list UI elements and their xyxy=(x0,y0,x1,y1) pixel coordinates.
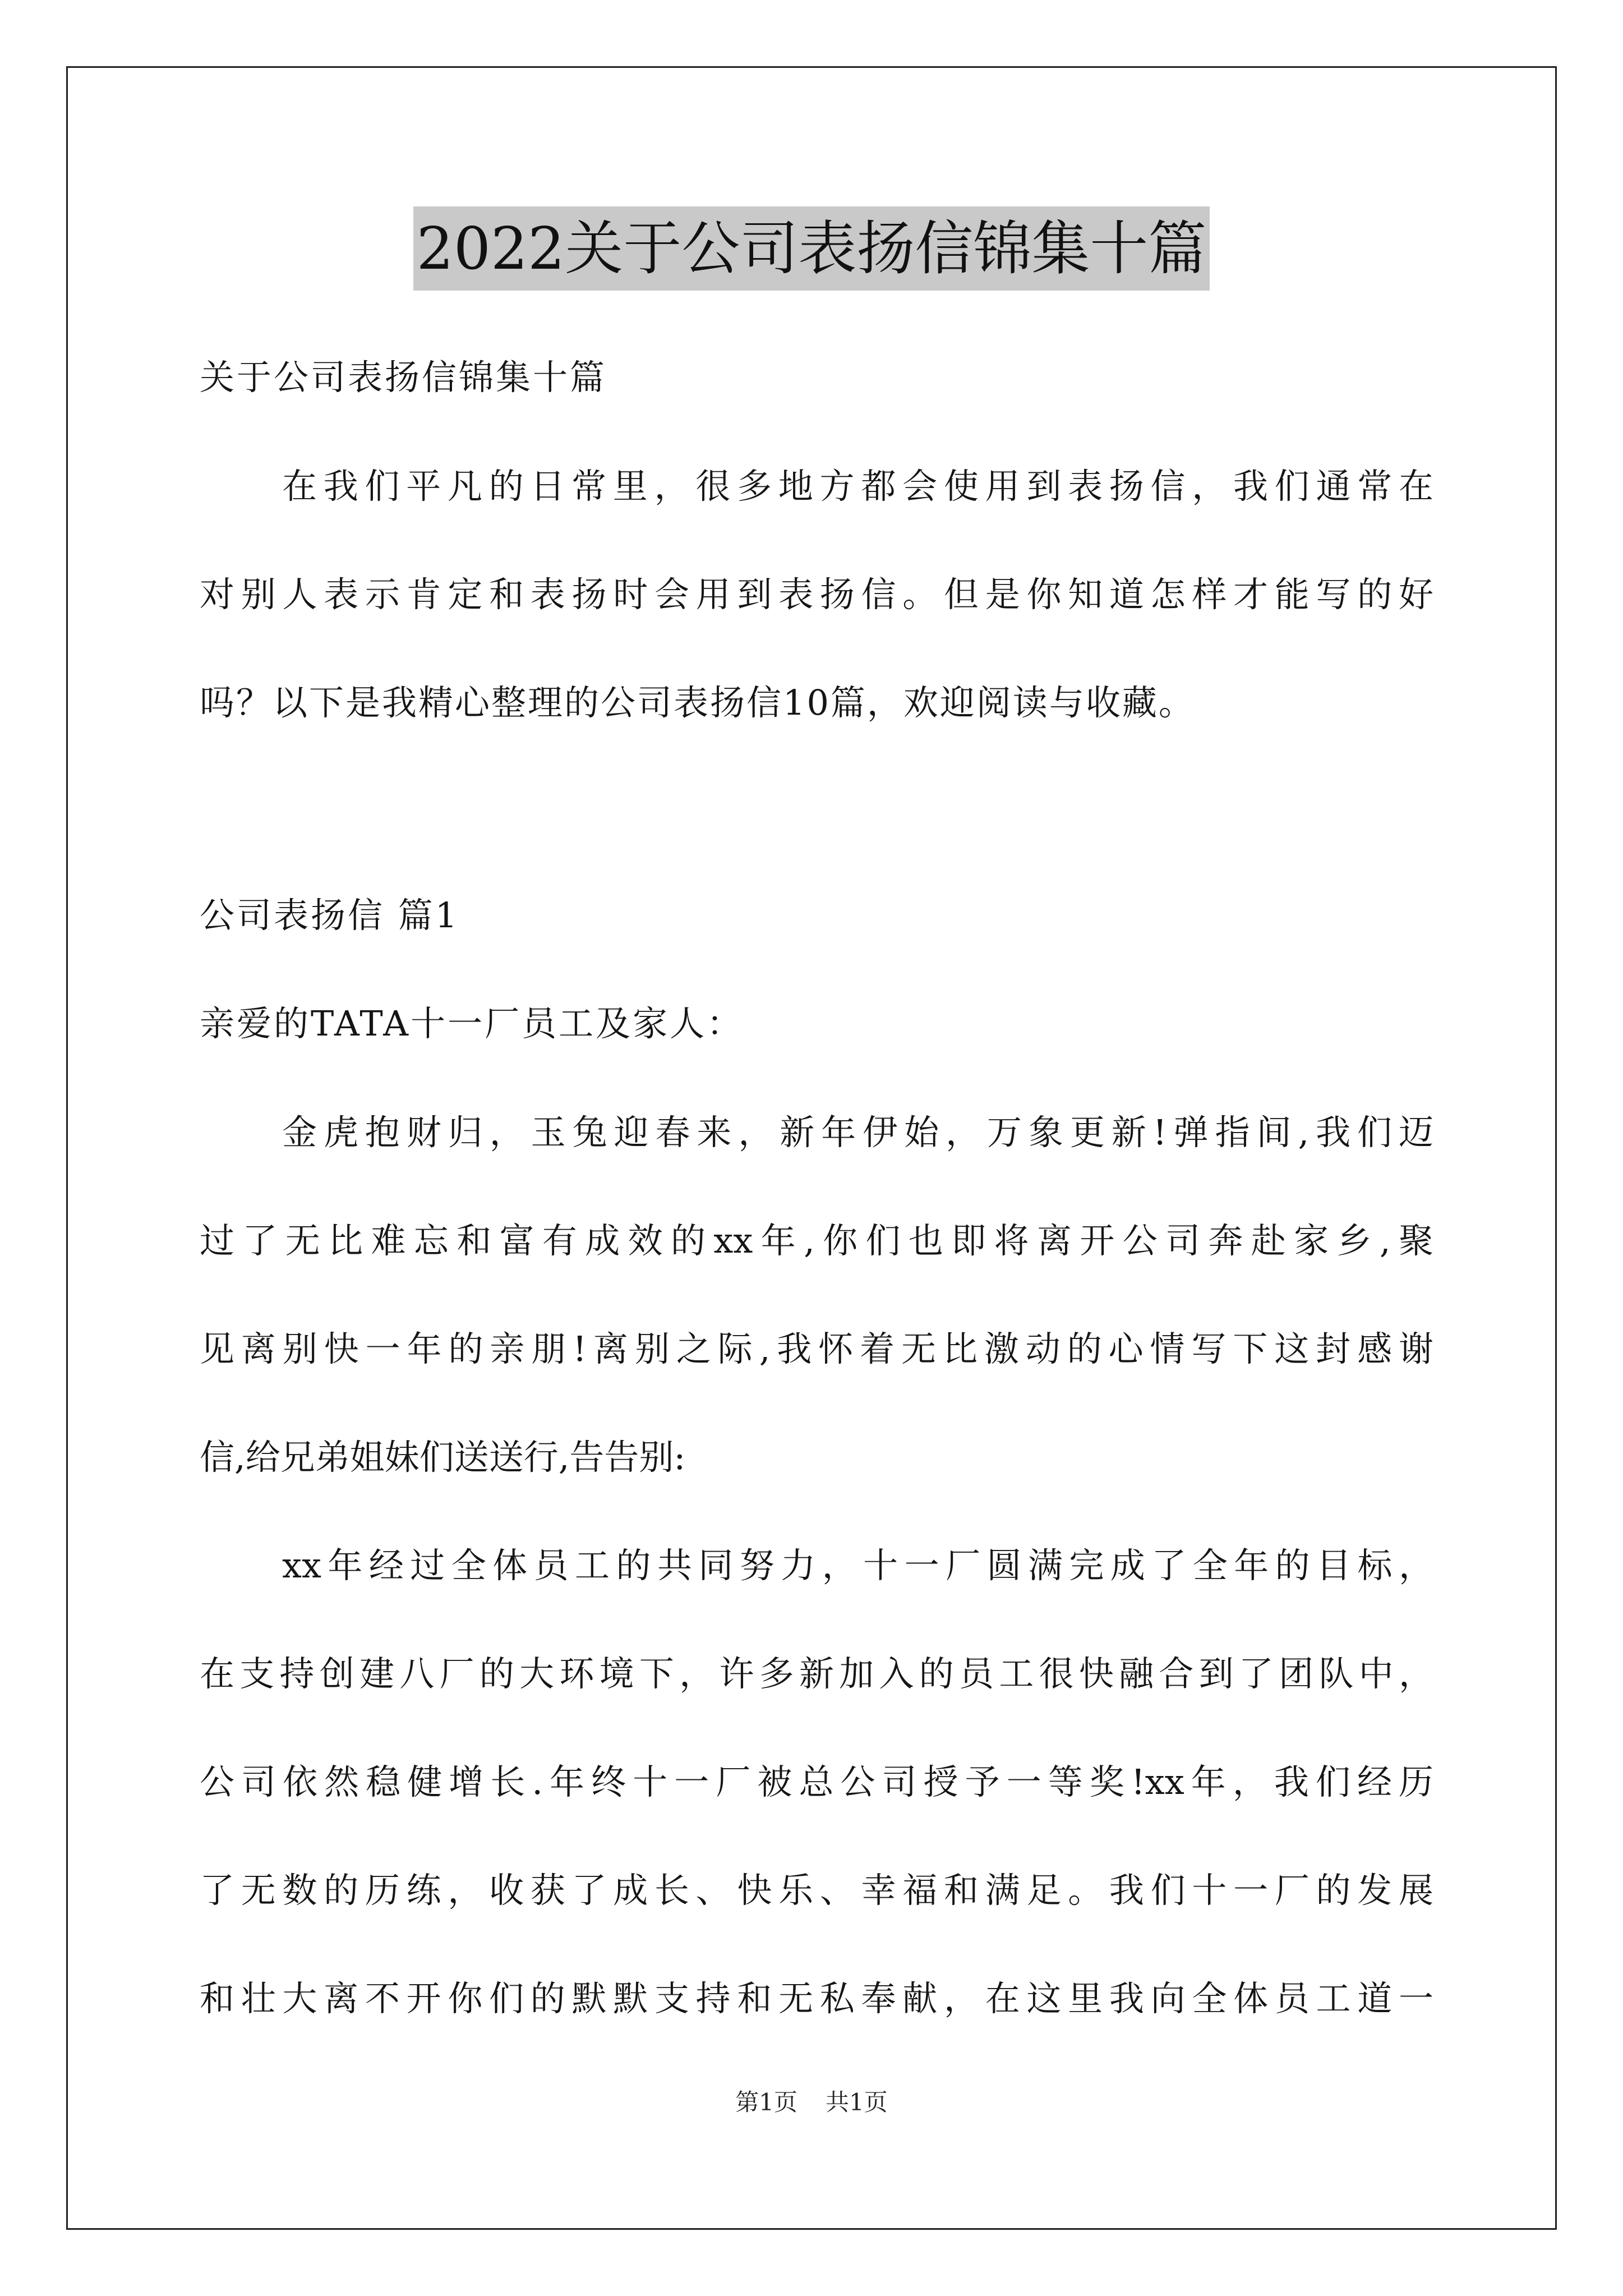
title-container xyxy=(0,206,1623,291)
page-footer xyxy=(0,2086,1623,2119)
page-number: 第1页 xyxy=(735,2088,797,2116)
intro-line: 在我们平凡的日常里，很多地方都会使用到表扬信，我们通常在 xyxy=(282,466,1433,507)
intro-line: 吗？以下是我精心整理的公司表扬信10篇，欢迎阅读与收藏。 xyxy=(200,682,1195,723)
body-line: 公司依然稳健增长.年终十一厂被总公司授予一等奖!xx年，我们经历 xyxy=(200,1761,1433,1802)
body-line: xx年经过全体员工的共同努力，十一厂圆满完成了全年的目标， xyxy=(282,1545,1433,1586)
body-line: 和壮大离不开你们的默默支持和无私奉献，在这里我向全体员工道一 xyxy=(200,1978,1433,2019)
body-line: 过了无比难忘和富有成效的xx年,你们也即将离开公司奔赴家乡,聚 xyxy=(200,1220,1433,1261)
body-line: 在支持创建八厂的大环境下，许多新加入的员工很快融合到了团队中， xyxy=(200,1653,1433,1694)
intro-line: 对别人表示肯定和表扬时会用到表扬信。但是你知道怎样才能写的好 xyxy=(200,574,1433,615)
document-title: 2022关于公司表扬信锦集十篇 xyxy=(413,206,1210,291)
page-total: 共1页 xyxy=(826,2088,888,2116)
body-line: 了无数的历练，收获了成长、快乐、幸福和满足。我们十一厂的发展 xyxy=(200,1870,1433,1911)
salutation: 亲爱的TATA十一厂员工及家人： xyxy=(200,1003,744,1044)
body-line: 见离别快一年的亲朋!离别之际,我怀着无比激动的心情写下这封感谢 xyxy=(200,1328,1433,1369)
section-heading: 公司表扬信 篇1 xyxy=(200,895,460,936)
body-line: 信,给兄弟姐妹们送送行,告告别: xyxy=(200,1437,686,1478)
body-line: 金虎抱财归，玉兔迎春来，新年伊始，万象更新!弹指间,我们迈 xyxy=(282,1112,1433,1153)
subtitle: 关于公司表扬信锦集十篇 xyxy=(200,357,607,398)
